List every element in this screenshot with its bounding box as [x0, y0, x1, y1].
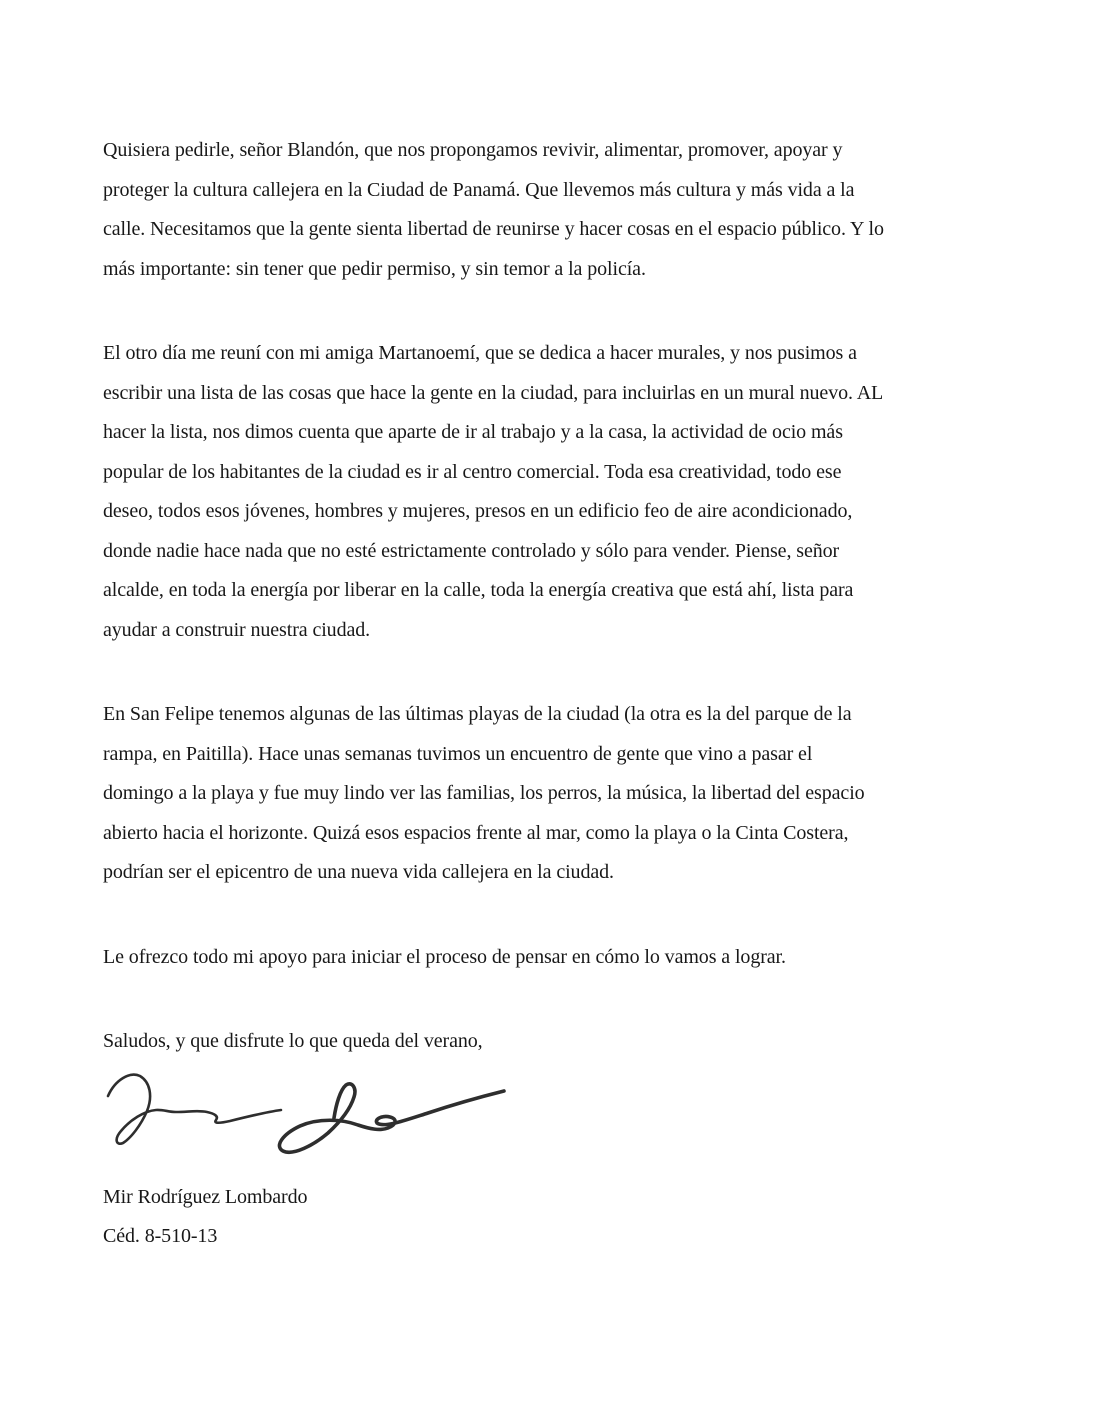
letter-line: domingo a la playa y fue muy lindo ver las familias, los perros, la música, la libertad del espacio: [103, 782, 865, 804]
signer-id: Céd. 8-510-13: [103, 1225, 218, 1247]
signer-name: Mir Rodríguez Lombardo: [103, 1185, 308, 1208]
letter-line: rampa, en Paitilla). Hace unas semanas tuvimos un encuentro de gente que vino a pasar el: [103, 742, 813, 765]
letter-line: donde nadie hace nada que no esté estrictamente controlado y sólo para vender. Piense, señor: [103, 539, 840, 562]
letter-line: escribir una lista de las cosas que hace la gente en la ciudad, para incluirlas en un mural nuevo. AL: [103, 381, 884, 404]
signature-right-flourish: [279, 1083, 504, 1151]
letter-line: Le ofrezco todo mi apoyo para iniciar el proceso de pensar en cómo lo vamos a lograr.: [103, 945, 786, 968]
closing-line: Saludos, y que disfrute lo que queda del verano,: [103, 1030, 483, 1052]
letter-closing: [103, 1022, 1000, 1062]
letter-line: ayudar a construir nuestra ciudad.: [103, 618, 371, 641]
letter-line: deseo, todos esos jóvenes, hombres y mujeres, presos en un edificio feo de aire acondicionado,: [103, 500, 853, 522]
letter-line: popular de los habitantes de la ciudad es ir al centro comercial. Toda esa creatividad, todo ese: [103, 460, 842, 483]
signature: [103, 1064, 513, 1164]
letter-paragraph-2: [103, 334, 1000, 650]
signer-block: [103, 1178, 1000, 1257]
letter-line: El otro día me reuní con mi amiga Martanoemí, que se dedica a hacer murales, y nos pusimos a: [103, 342, 857, 364]
letter-line: más importante: sin tener que pedir permiso, y sin temor a la policía.: [103, 257, 646, 280]
letter-line: calle. Necesitamos que la gente sienta libertad de reunirse y hacer cosas en el espacio público. Y lo: [103, 218, 884, 240]
letter-line: hacer la lista, nos dimos cuenta que aparte de ir al trabajo y a la casa, la actividad de ocio más: [103, 421, 843, 443]
letter-line: proteger la cultura callejera en la Ciudad de Panamá. Que llevemos más cultura y más vida a la: [103, 178, 855, 201]
letter-line: abierto hacia el horizonte. Quizá esos espacios frente al mar, como la playa o la Cinta Costera,: [103, 821, 849, 844]
letter-line: alcalde, en toda la energía por liberar en la calle, toda la energía creativa que está ahí, lista para: [103, 579, 854, 601]
letter-paragraph-3: [103, 695, 1000, 893]
letter-line: podrían ser el epicentro de una nueva vida callejera en la ciudad.: [103, 861, 614, 883]
letter-paragraph-4: [103, 938, 1000, 978]
letter-line: Quisiera pedirle, señor Blandón, que nos propongamos revivir, alimentar, promover, apoyar y: [103, 139, 843, 161]
letter-paragraph-1: [103, 131, 1000, 289]
letter-line: En San Felipe tenemos algunas de las últimas playas de la ciudad (la otra es la del parque de la: [103, 703, 852, 725]
signature-left-flourish: [108, 1074, 281, 1143]
handwritten-signature-icon: [103, 1064, 513, 1164]
